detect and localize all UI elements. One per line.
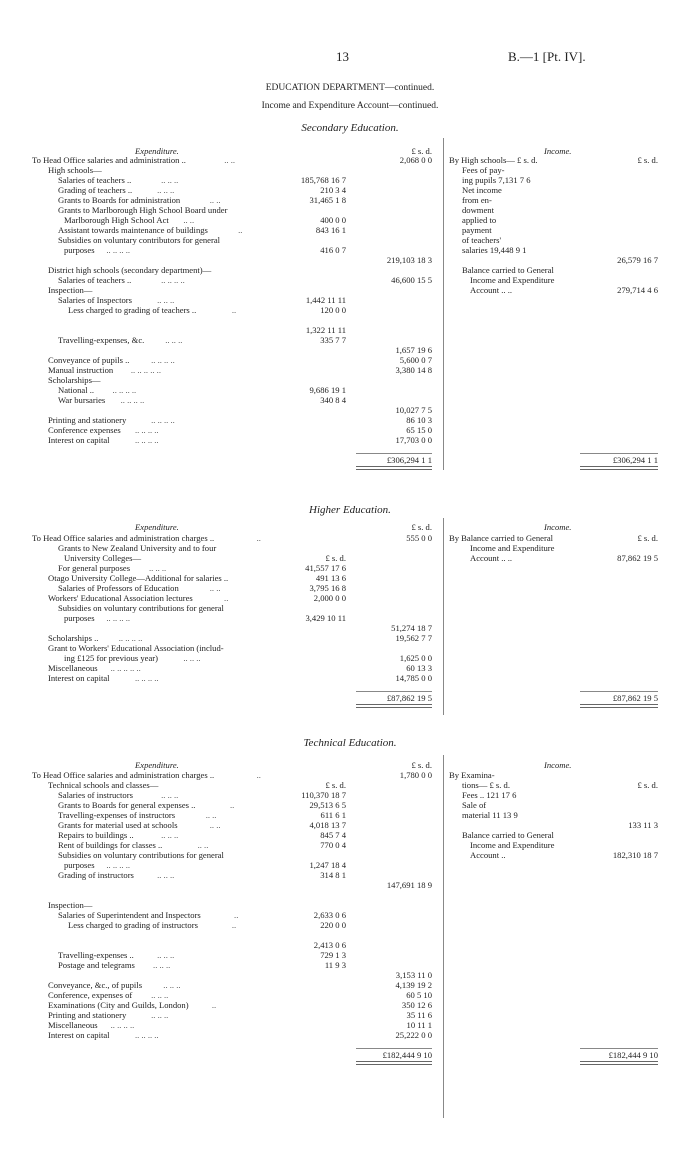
secondary-exp-total-10: 219,103 18 3 [386, 255, 432, 265]
technical-exp-dots-9: .. .. .. .. [106, 860, 131, 870]
technical-inc-amount-1: £ s. d. [637, 780, 658, 790]
higher-exp-dots-8: .. .. .. .. [106, 613, 131, 623]
technical-inc-amount-8: 182,310 18 7 [612, 850, 658, 860]
secondary-exp-line-18: Travelling-expenses, &c. [58, 335, 145, 345]
secondary-exp-subamount-3: 210 3 4 [320, 185, 346, 195]
higher-exp-dots-14: .. .. .. .. [134, 673, 159, 683]
secondary-exp-line-12: Salaries of teachers .. [58, 275, 132, 285]
technical-exp-dots-25: .. .. .. .. [110, 1020, 135, 1030]
technical-exp-total-21: 4,139 19 2 [395, 980, 432, 990]
technical-exp-line-3: Grants to Boards for general expenses .. [58, 800, 196, 810]
secondary-exp-total-20: 5,600 0 7 [399, 355, 432, 365]
technical-exp-line-13: Inspection— [48, 900, 93, 910]
secondary-exp-line-23: National .. [58, 385, 95, 395]
secondary-exp-line-15: Less charged to grading of teachers .. [68, 305, 197, 315]
technical-exp-dots-15: .. [231, 920, 237, 930]
secondary-exp-line-2: Salaries of teachers .. [58, 175, 132, 185]
page-number: 13 [336, 49, 349, 64]
secondary-inc-line-3: Net income [462, 185, 502, 195]
higher-total-rule-bottom-0 [356, 704, 432, 708]
secondary-exp-line-26: Printing and stationery [48, 415, 127, 425]
higher-exp-subamount-2: £ s. d. [325, 553, 346, 563]
secondary-exp-dots-18: .. .. .. [165, 335, 183, 345]
secondary-exp-line-7: Assistant towards maintenance of buildings [58, 225, 208, 235]
secondary-exp-dots-6: .. .. [183, 215, 195, 225]
higher-income-label: Income. [544, 522, 572, 532]
technical-inc-line-3: Sale of [462, 800, 487, 810]
technical-total-rule-bottom-1 [580, 1061, 658, 1065]
secondary-exp-dots-12: .. .. .. .. [161, 275, 185, 285]
technical-exp-dots-14: .. [234, 910, 239, 920]
secondary-exp-dots-26: .. .. .. .. [151, 415, 175, 425]
secondary-exp-line-8: Subsidies on voluntary contributors for general [58, 235, 221, 245]
secondary-exp-total-26: 86 10 3 [406, 415, 432, 425]
secondary-exp-dots-4: .. .. [209, 195, 221, 205]
secondary-exp-line-3: Grading of teachers .. [58, 185, 133, 195]
technical-exp-dots-6: .. .. .. [161, 830, 179, 840]
secondary-exp-subamount-17: 1,322 11 11 [305, 325, 346, 335]
technical-exp-dots-7: .. .. [197, 840, 209, 850]
technical-title: Technical Education. [303, 737, 397, 749]
secondary-exp-line-21: Manual instruction [48, 365, 114, 375]
technical-exp-dots-23: .. [211, 1000, 217, 1010]
higher-exp-subamount-3: 41,557 17 6 [305, 563, 346, 573]
technical-exp-col-header: £ s. d. [411, 760, 432, 770]
technical-exp-subamount-15: 220 0 0 [320, 920, 346, 930]
secondary-inc-line-13: Account .. .. [470, 285, 513, 295]
secondary-exp-dots-21: .. .. .. .. .. [130, 365, 161, 375]
secondary-exp-subamount-9: 416 0 7 [320, 245, 346, 255]
higher-exp-col-header: £ s. d. [411, 522, 432, 532]
secondary-inc-line-4: from en- [462, 195, 492, 205]
higher-exp-total-9: 51,274 18 7 [391, 623, 432, 633]
technical-inc-line-8: Account .. [470, 850, 506, 860]
secondary-inc-line-5: dowment [462, 205, 494, 215]
higher-inc-line-1: Income and Expenditure [470, 543, 555, 553]
higher-exp-line-4: Otago University College—Additional for salaries .. [48, 573, 229, 583]
higher-exp-total-13: 60 13 3 [406, 663, 432, 673]
secondary-exp-dots-24: .. .. .. .. [120, 395, 145, 405]
secondary-exp-dots-15: .. [231, 305, 237, 315]
secondary-exp-dots-3: .. .. .. [157, 185, 175, 195]
technical-exp-subamount-17: 2,413 0 6 [313, 940, 346, 950]
secondary-inc-line-1: Fees of pay- [462, 165, 505, 175]
technical-exp-line-19: Postage and telegrams [58, 960, 135, 970]
secondary-exp-dots-20: .. .. .. .. [151, 355, 175, 365]
technical-exp-line-4: Travelling-expenses of instructors [58, 810, 176, 820]
secondary-exp-total-12: 46,600 15 5 [391, 275, 432, 285]
technical-exp-total-25: 10 11 1 [406, 1020, 432, 1030]
higher-exp-dots-13: .. .. .. .. .. [110, 663, 141, 673]
secondary-exp-total-28: 17,703 0 0 [395, 435, 432, 445]
secondary-total-rule-top-0 [356, 453, 432, 454]
technical-exp-dots-5: .. .. [209, 820, 221, 830]
higher-exp-line-0: To Head Office salaries and administration charges .. [32, 533, 215, 543]
technical-exp-subamount-4: 611 6 1 [320, 810, 346, 820]
secondary-exp-total-0: 2,068 0 0 [399, 155, 432, 165]
higher-inc-amount-0: £ s. d. [637, 533, 658, 543]
technical-inc-line-1: tions— £ s. d. [462, 780, 510, 790]
higher-inc-total: £87,862 19 5 [612, 693, 658, 703]
higher-inc-line-0: By Balance carried to General [449, 533, 554, 543]
technical-inc-line-4: material 11 13 9 [462, 810, 518, 820]
account-heading: Income and Expenditure Account—continued. [261, 101, 439, 111]
higher-exp-line-2: University Colleges— [64, 553, 142, 563]
technical-exp-line-2: Salaries of instructors [58, 790, 133, 800]
secondary-exp-line-11: District high schools (secondary department)— [48, 265, 212, 275]
technical-exp-dots-2: .. .. .. [161, 790, 179, 800]
higher-exp-dots-5: .. .. [209, 583, 221, 593]
technical-exp-dots-26: .. .. .. .. [134, 1030, 159, 1040]
technical-exp-line-8: Subsidies on voluntary contributions for general [58, 850, 224, 860]
technical-exp-line-25: Miscellaneous [48, 1020, 98, 1030]
secondary-exp-dots-2: .. .. .. [161, 175, 179, 185]
secondary-inc-line-11: Balance carried to General [462, 265, 554, 275]
department-heading: EDUCATION DEPARTMENT—continued. [265, 83, 435, 93]
technical-exp-subamount-19: 11 9 3 [324, 960, 346, 970]
technical-inc-line-2: Fees .. 121 17 6 [462, 790, 517, 800]
secondary-exp-line-20: Conveyance of pupils .. [48, 355, 130, 365]
higher-exp-dots-10: .. .. .. .. [118, 633, 143, 643]
technical-exp-total-28: £182,444 9 10 [382, 1050, 432, 1060]
secondary-expenditure-label: Expenditure. [135, 146, 179, 156]
secondary-exp-dots-14: .. .. .. [157, 295, 175, 305]
technical-exp-line-1: Technical schools and classes— [48, 780, 159, 790]
secondary-exp-subamount-7: 843 16 1 [315, 225, 346, 235]
secondary-exp-line-22: Scholarships— [48, 375, 101, 385]
technical-column-divider [443, 755, 444, 1118]
secondary-total-rule-top-1 [580, 453, 658, 454]
secondary-income-label: Income. [544, 146, 572, 156]
technical-exp-line-0: To Head Office salaries and administration charges .. [32, 770, 215, 780]
secondary-exp-line-27: Conference expenses [48, 425, 121, 435]
secondary-inc-amount-13: 279,714 4 6 [617, 285, 658, 295]
technical-exp-total-24: 35 11 6 [406, 1010, 432, 1020]
technical-exp-line-24: Printing and stationery [48, 1010, 127, 1020]
technical-exp-dots-3: .. [230, 800, 235, 810]
technical-exp-line-23: Examinations (City and Guilds, London) [48, 1000, 189, 1010]
secondary-exp-line-6: Marlborough High School Act [64, 215, 169, 225]
technical-exp-line-7: Rent of buildings for classes .. [58, 840, 163, 850]
higher-exp-dots-0: .. [256, 533, 261, 543]
technical-total-rule-top-0 [356, 1048, 432, 1049]
technical-exp-subamount-5: 4,018 13 7 [309, 820, 346, 830]
secondary-inc-line-2: ing pupils 7,131 7 6 [462, 175, 531, 185]
secondary-exp-subamount-14: 1,442 11 11 [305, 295, 346, 305]
secondary-exp-subamount-24: 340 8 4 [320, 395, 346, 405]
technical-inc-line-6: Balance carried to General [462, 830, 554, 840]
secondary-title: Secondary Education. [301, 122, 399, 134]
secondary-exp-total-21: 3,380 14 8 [395, 365, 432, 375]
secondary-exp-subamount-2: 185,768 16 7 [300, 175, 346, 185]
higher-exp-total-0: 555 0 0 [406, 533, 432, 543]
technical-exp-dots-24: .. .. .. [151, 1010, 169, 1020]
secondary-exp-line-13: Inspection— [48, 285, 93, 295]
technical-total-rule-top-1 [580, 1048, 658, 1049]
higher-exp-line-14: Interest on capital [48, 673, 110, 683]
secondary-column-divider [443, 138, 444, 470]
technical-exp-subamount-3: 29,513 6 5 [309, 800, 346, 810]
secondary-exp-line-28: Interest on capital [48, 435, 110, 445]
secondary-exp-subamount-4: 31,465 1 8 [309, 195, 346, 205]
technical-inc-total: £182,444 9 10 [608, 1050, 658, 1060]
secondary-inc-line-12: Income and Expenditure [470, 275, 555, 285]
higher-exp-line-6: Workers' Educational Association lectures [48, 593, 193, 603]
higher-title: Higher Education. [309, 504, 391, 516]
secondary-exp-dots-0: .. .. [224, 155, 235, 165]
technical-inc-line-7: Income and Expenditure [470, 840, 555, 850]
secondary-exp-total-25: 10,027 7 5 [395, 405, 432, 415]
secondary-exp-dots-27: .. .. .. .. [134, 425, 159, 435]
higher-exp-total-14: 14,785 0 0 [395, 673, 432, 683]
secondary-exp-subamount-23: 9,686 19 1 [309, 385, 346, 395]
higher-inc-line-2: Account .. .. [470, 553, 513, 563]
secondary-inc-line-6: applied to [462, 215, 497, 225]
technical-exp-dots-0: .. [256, 770, 261, 780]
secondary-inc-line-9: salaries 19,448 9 1 [462, 245, 527, 255]
secondary-total-rule-bottom-1 [580, 466, 658, 470]
higher-exp-dots-12: .. .. .. [183, 653, 201, 663]
secondary-total-rule-bottom-0 [356, 466, 432, 470]
technical-exp-total-20: 3,153 11 0 [395, 970, 432, 980]
technical-exp-line-18: Travelling-expenses .. [58, 950, 134, 960]
higher-exp-total-10: 19,562 7 7 [395, 633, 432, 643]
secondary-exp-line-9: purposes [64, 245, 95, 255]
technical-inc-line-0: By Examina- [449, 770, 495, 780]
secondary-inc-line-7: payment [462, 225, 492, 235]
higher-exp-line-1: Grants to New Zealand University and to four [58, 543, 217, 553]
technical-exp-line-9: purposes [64, 860, 95, 870]
higher-total-rule-top-0 [356, 691, 432, 692]
secondary-exp-col-header: £ s. d. [411, 146, 432, 156]
higher-total-rule-top-1 [580, 691, 658, 692]
technical-expenditure-label: Expenditure. [135, 760, 179, 770]
higher-exp-line-12: ing £125 for previous year) [64, 653, 159, 663]
technical-exp-dots-4: .. .. [205, 810, 217, 820]
secondary-exp-dots-28: .. .. .. .. [134, 435, 159, 445]
secondary-inc-amount-10: 26,579 16 7 [617, 255, 658, 265]
technical-total-rule-bottom-0 [356, 1061, 432, 1065]
technical-exp-dots-18: .. .. .. [157, 950, 175, 960]
technical-exp-line-15: Less charged to grading of instructors [68, 920, 198, 930]
technical-exp-total-0: 1,780 0 0 [399, 770, 432, 780]
technical-exp-dots-10: .. .. .. [157, 870, 175, 880]
higher-exp-line-10: Scholarships .. [48, 633, 99, 643]
technical-exp-line-5: Grants for material used at schools [58, 820, 178, 830]
secondary-exp-dots-23: .. .. .. .. [112, 385, 137, 395]
higher-exp-total-16: £87,862 19 5 [386, 693, 432, 703]
technical-exp-line-22: Conference, expenses of [48, 990, 133, 1000]
higher-exp-line-5: Salaries of Professors of Education [58, 583, 179, 593]
technical-exp-line-6: Repairs to buildings .. [58, 830, 134, 840]
technical-exp-subamount-9: 1,247 18 4 [309, 860, 346, 870]
technical-exp-line-26: Interest on capital [48, 1030, 110, 1040]
technical-income-label: Income. [544, 760, 572, 770]
higher-exp-dots-3: .. .. .. [149, 563, 167, 573]
higher-exp-line-8: purposes [64, 613, 95, 623]
higher-inc-amount-2: 87,862 19 5 [617, 553, 658, 563]
secondary-exp-subamount-18: 335 7 7 [320, 335, 346, 345]
secondary-exp-line-0: To Head Office salaries and administration .. [32, 155, 186, 165]
higher-exp-subamount-8: 3,429 10 11 [305, 613, 346, 623]
technical-exp-line-21: Conveyance, &c., of pupils [48, 980, 143, 990]
secondary-exp-line-24: War bursaries [58, 395, 106, 405]
secondary-exp-dots-9: .. .. .. .. [106, 245, 131, 255]
higher-exp-line-7: Subsidies on voluntary contributions for general [58, 603, 224, 613]
technical-exp-subamount-7: 770 0 4 [320, 840, 346, 850]
technical-inc-amount-5: 133 11 3 [628, 820, 658, 830]
technical-exp-subamount-6: 845 7 4 [320, 830, 346, 840]
technical-exp-subamount-10: 314 8 1 [320, 870, 346, 880]
higher-expenditure-label: Expenditure. [135, 522, 179, 532]
higher-exp-line-13: Miscellaneous [48, 663, 98, 673]
technical-exp-subamount-2: 110,370 18 7 [301, 790, 346, 800]
document-code: B.—1 [Pt. IV]. [508, 49, 586, 64]
secondary-inc-line-0: By High schools— £ s. d. [449, 155, 538, 165]
secondary-inc-total: £306,294 1 1 [612, 455, 658, 465]
higher-column-divider [443, 518, 444, 715]
technical-exp-total-23: 350 12 6 [401, 1000, 432, 1010]
higher-exp-subamount-6: 2,000 0 0 [313, 593, 346, 603]
secondary-exp-line-5: Grants to Marlborough High School Board under [58, 205, 228, 215]
technical-exp-subamount-1: £ s. d. [325, 780, 346, 790]
secondary-exp-line-14: Salaries of Inspectors [58, 295, 132, 305]
higher-exp-total-12: 1,625 0 0 [399, 653, 432, 663]
technical-exp-line-10: Grading of instructors [58, 870, 134, 880]
higher-exp-dots-6: .. [224, 593, 229, 603]
technical-exp-dots-19: .. .. .. [153, 960, 171, 970]
higher-total-rule-bottom-1 [580, 704, 658, 708]
secondary-exp-subamount-6: 400 0 0 [320, 215, 346, 225]
secondary-inc-amount-0: £ s. d. [637, 155, 658, 165]
secondary-exp-dots-7: .. [238, 225, 243, 235]
technical-exp-total-11: 147,691 18 9 [386, 880, 432, 890]
technical-exp-subamount-14: 2,633 0 6 [313, 910, 346, 920]
technical-exp-total-26: 25,222 0 0 [395, 1030, 432, 1040]
technical-exp-subamount-18: 729 1 3 [320, 950, 346, 960]
secondary-exp-line-1: High schools— [48, 165, 102, 175]
technical-exp-total-22: 60 5 10 [406, 990, 432, 1000]
secondary-exp-total-27: 65 15 0 [406, 425, 432, 435]
technical-exp-dots-22: .. .. .. [151, 990, 169, 1000]
higher-exp-subamount-5: 3,795 16 8 [309, 583, 346, 593]
technical-exp-line-14: Salaries of Superintendent and Inspectors [58, 910, 201, 920]
secondary-exp-total-30: £306,294 1 1 [386, 455, 432, 465]
secondary-inc-line-8: of teachers' [462, 235, 502, 245]
higher-exp-line-11: Grant to Workers' Educational Association (includ- [48, 643, 224, 653]
secondary-exp-total-19: 1,657 19 6 [395, 345, 432, 355]
higher-exp-subamount-4: 491 13 6 [315, 573, 346, 583]
secondary-exp-line-4: Grants to Boards for administration [58, 195, 181, 205]
secondary-exp-subamount-15: 120 0 0 [320, 305, 346, 315]
higher-exp-line-3: For general purposes [58, 563, 131, 573]
technical-exp-dots-21: .. .. .. [163, 980, 181, 990]
